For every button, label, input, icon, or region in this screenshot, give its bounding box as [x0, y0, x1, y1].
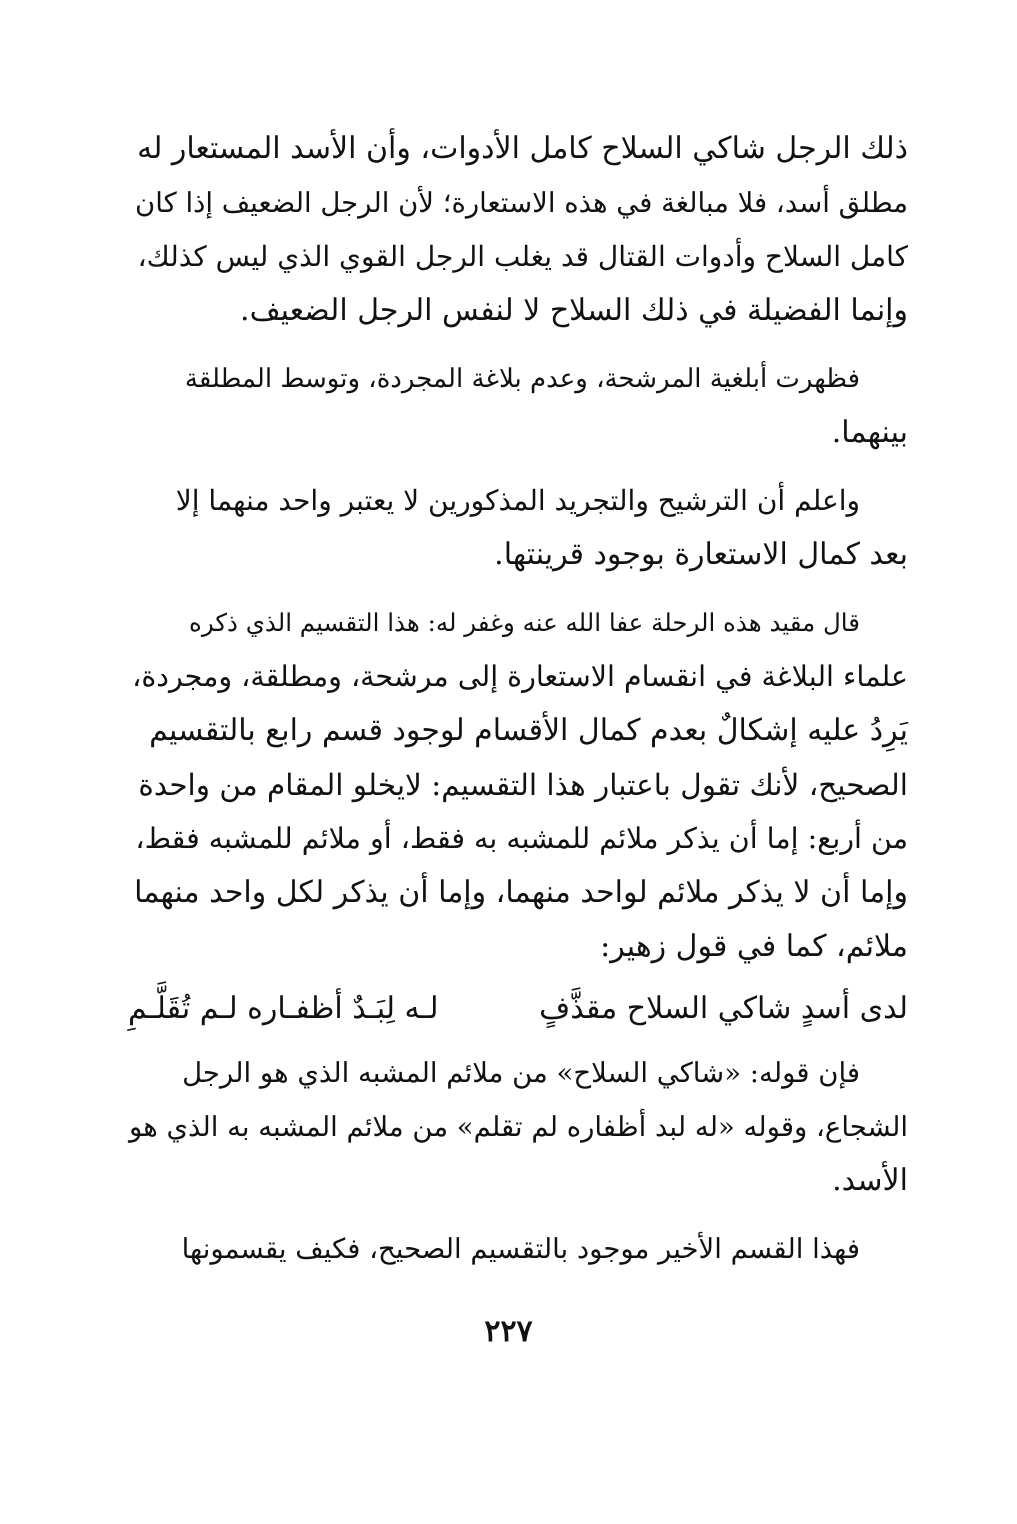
text-line: بينهما. — [831, 415, 908, 450]
paragraph-conclusion — [128, 352, 908, 460]
text-line: من أربع: إما أن يذكر ملائم للمشبه به فقط، أو ملائم للمشبه فقط، — [135, 822, 908, 855]
text-line: وإنما الفضيلة في ذلك السلاح لا لنفس الرجل الضعيف. — [240, 293, 908, 328]
paragraph-verse-explanation — [128, 1046, 908, 1208]
text-line: قال مقيد هذه الرحلة عفا الله عنه وغفر له: هذا التقسيم الذي ذكره — [189, 608, 860, 637]
text-line: ذلك الرجل شاكي السلاح كامل الأدوات، وأن الأسد المستعار له — [137, 131, 908, 166]
paragraph-gap — [128, 460, 908, 474]
text-line: مطلق أسد، فلا مبالغة في هذه الاستعارة؛ لأن الرجل الضعيف إذا كان — [135, 187, 908, 219]
paragraph-note — [128, 474, 908, 582]
text-line: بعد كمال الاستعارة بوجود قرينتها. — [494, 537, 908, 572]
verse-second-hemistich: لـه لِبَـدٌ أظفـاره لـم تُقَلَّـمِ — [128, 991, 439, 1026]
page-body — [128, 122, 908, 1276]
poetry-verse — [128, 982, 908, 1036]
text-line: الشجاع، وقوله «له لبد أظفاره لم تقلم» من ملائم المشبه به الذي هو — [129, 1111, 908, 1143]
verse-first-hemistich: لدى أسدٍ شاكي السلاح مقذَّفٍ — [539, 991, 908, 1026]
text-line: الأسد. — [832, 1163, 908, 1198]
paragraph-final — [128, 1222, 908, 1276]
text-line: فإن قوله: «شاكي السلاح» من ملائم المشبه الذي هو الرجل — [182, 1057, 860, 1089]
text-line: الصحيح، لأنك تقول باعتبار هذا التقسيم: لايخلو المقام من واحدة — [138, 768, 908, 802]
paragraph-gap — [128, 338, 908, 352]
page-number: ٢٢٧ — [484, 1314, 533, 1349]
text-line: ملائم، كما في قول زهير: — [600, 929, 908, 964]
paragraph-author-comment — [128, 596, 908, 974]
text-line: فظهرت أبلغية المرشحة، وعدم بلاغة المجردة، وتوسط المطلقة — [184, 364, 860, 394]
paragraph-continuation — [128, 122, 908, 338]
paragraph-gap — [128, 582, 908, 596]
text-line: واعلم أن الترشيح والتجريد المذكورين لا يعتبر واحد منهما إلا — [175, 484, 860, 517]
text-line: فهذا القسم الأخير موجود بالتقسيم الصحيح، فكيف يقسمونها — [181, 1233, 860, 1265]
text-line: علماء البلاغة في انقسام الاستعارة إلى مرشحة، ومطلقة، ومجردة، — [132, 660, 908, 693]
text-line: يَرِدُ عليه إشكالٌ بعدم كمال الأقسام لوجود قسم رابع بالتقسيم — [149, 713, 908, 748]
text-line: كامل السلاح وأدوات القتال قد يغلب الرجل القوي الذي ليس كذلك، — [137, 240, 908, 273]
text-line: وإما أن لا يذكر ملائم لواحد منهما، وإما أن يذكر لكل واحد منهما — [134, 875, 908, 910]
paragraph-gap — [128, 1208, 908, 1222]
